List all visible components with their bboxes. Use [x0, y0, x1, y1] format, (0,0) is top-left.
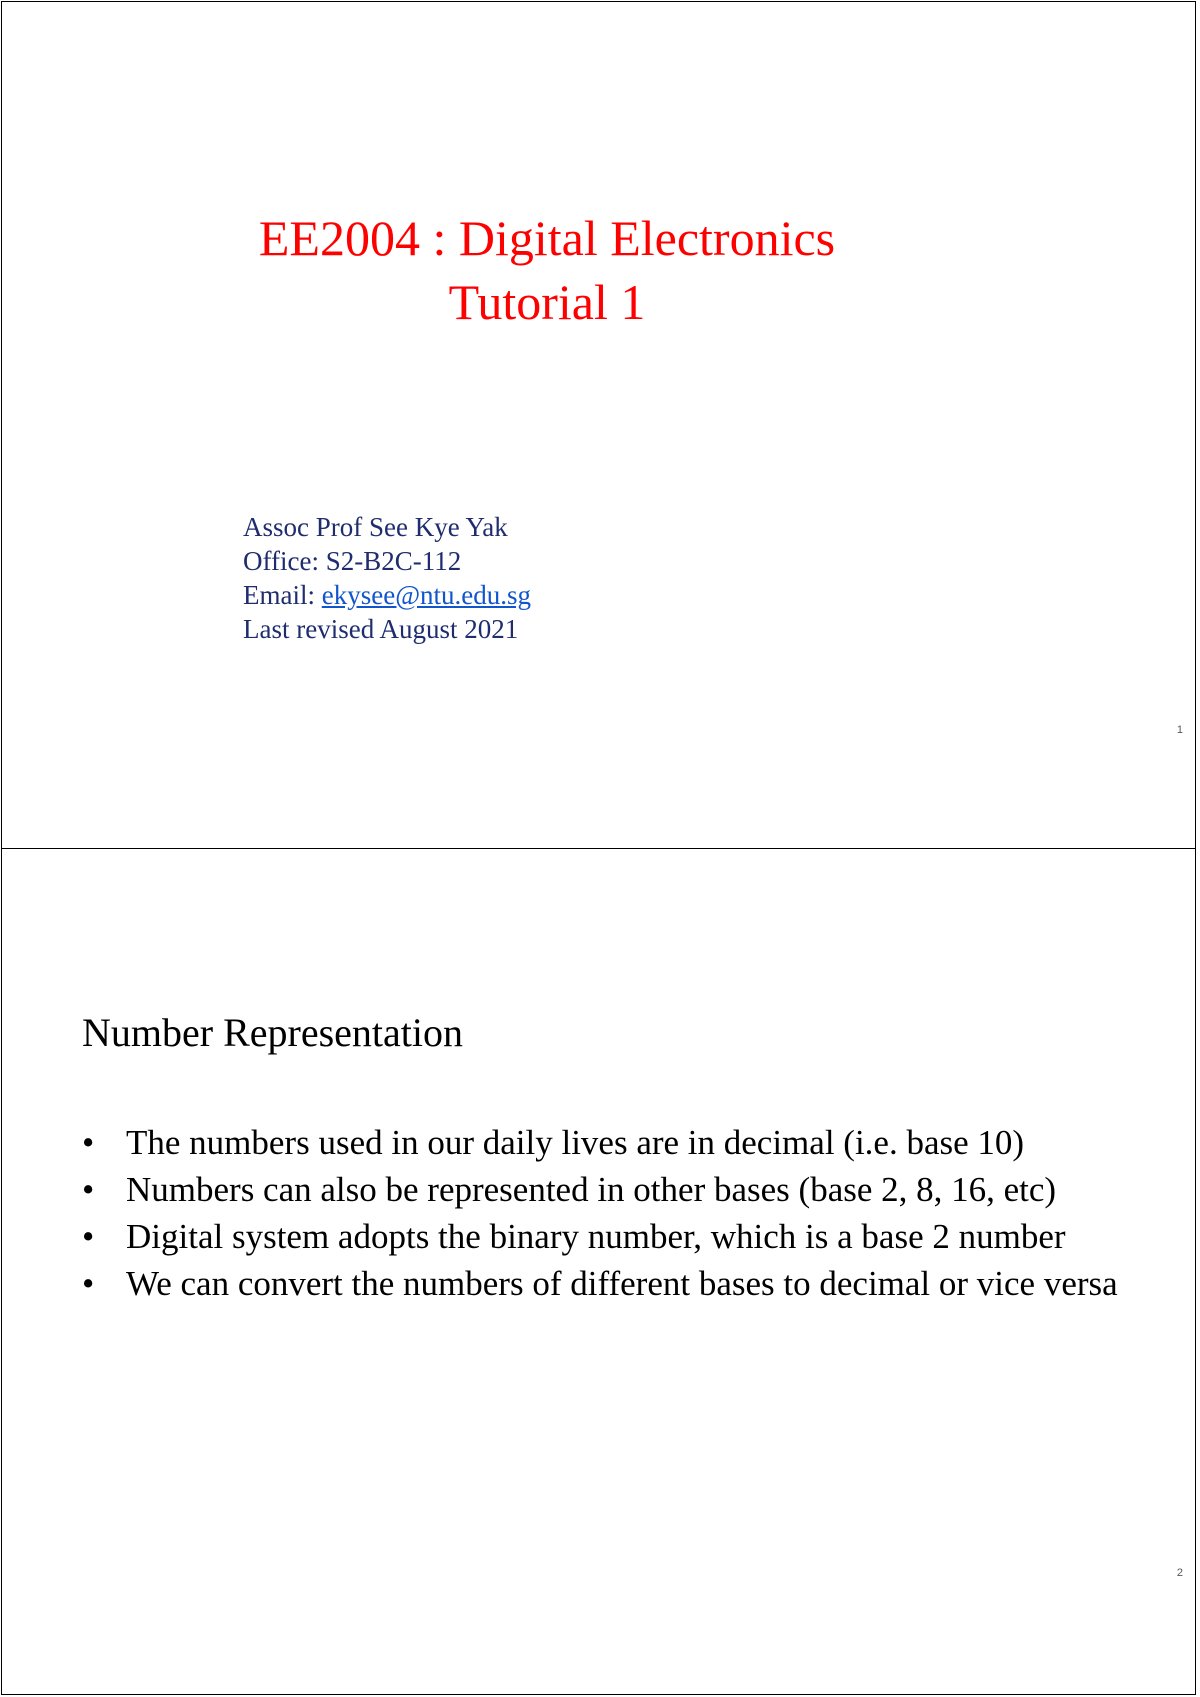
page-number: 2: [1176, 1567, 1183, 1579]
slide-1: [1, 1, 1196, 849]
slide-heading: Number Representation: [82, 1010, 463, 1055]
bullet-item: [82, 1166, 1122, 1213]
last-revised: Last revised August 2021: [243, 614, 519, 644]
email-link[interactable]: ekysee@ntu.edu.sg: [321, 580, 532, 610]
bullet-icon: •: [82, 1123, 95, 1162]
slide-2: [1, 848, 1196, 1695]
bullet-item: [82, 1213, 1122, 1260]
bullet-item: [82, 1119, 1122, 1166]
email-label: Email:: [243, 580, 322, 610]
bullet-item: [82, 1260, 1122, 1307]
bullet-text: The numbers used in our daily lives are in decimal (i.e. base 10): [126, 1123, 1025, 1162]
bullet-icon: •: [82, 1217, 95, 1256]
slide-subtitle: Tutorial 1: [448, 274, 646, 330]
slide-title: EE2004 : Digital Electronics: [258, 210, 836, 266]
bullet-text: Digital system adopts the binary number, which is a base 2 number: [126, 1217, 1066, 1256]
page-number: 1: [1176, 724, 1183, 736]
bullet-icon: •: [82, 1170, 95, 1209]
email-line: [243, 578, 531, 612]
bullet-list: [82, 1119, 1122, 1307]
office-location: Office: S2-B2C-112: [243, 546, 462, 576]
author-name: Assoc Prof See Kye Yak: [243, 512, 508, 542]
bullet-text: We can convert the numbers of different bases to decimal or vice versa: [126, 1264, 1118, 1303]
bullet-icon: •: [82, 1264, 95, 1303]
bullet-text: Numbers can also be represented in other bases (base 2, 8, 16, etc): [126, 1170, 1057, 1209]
